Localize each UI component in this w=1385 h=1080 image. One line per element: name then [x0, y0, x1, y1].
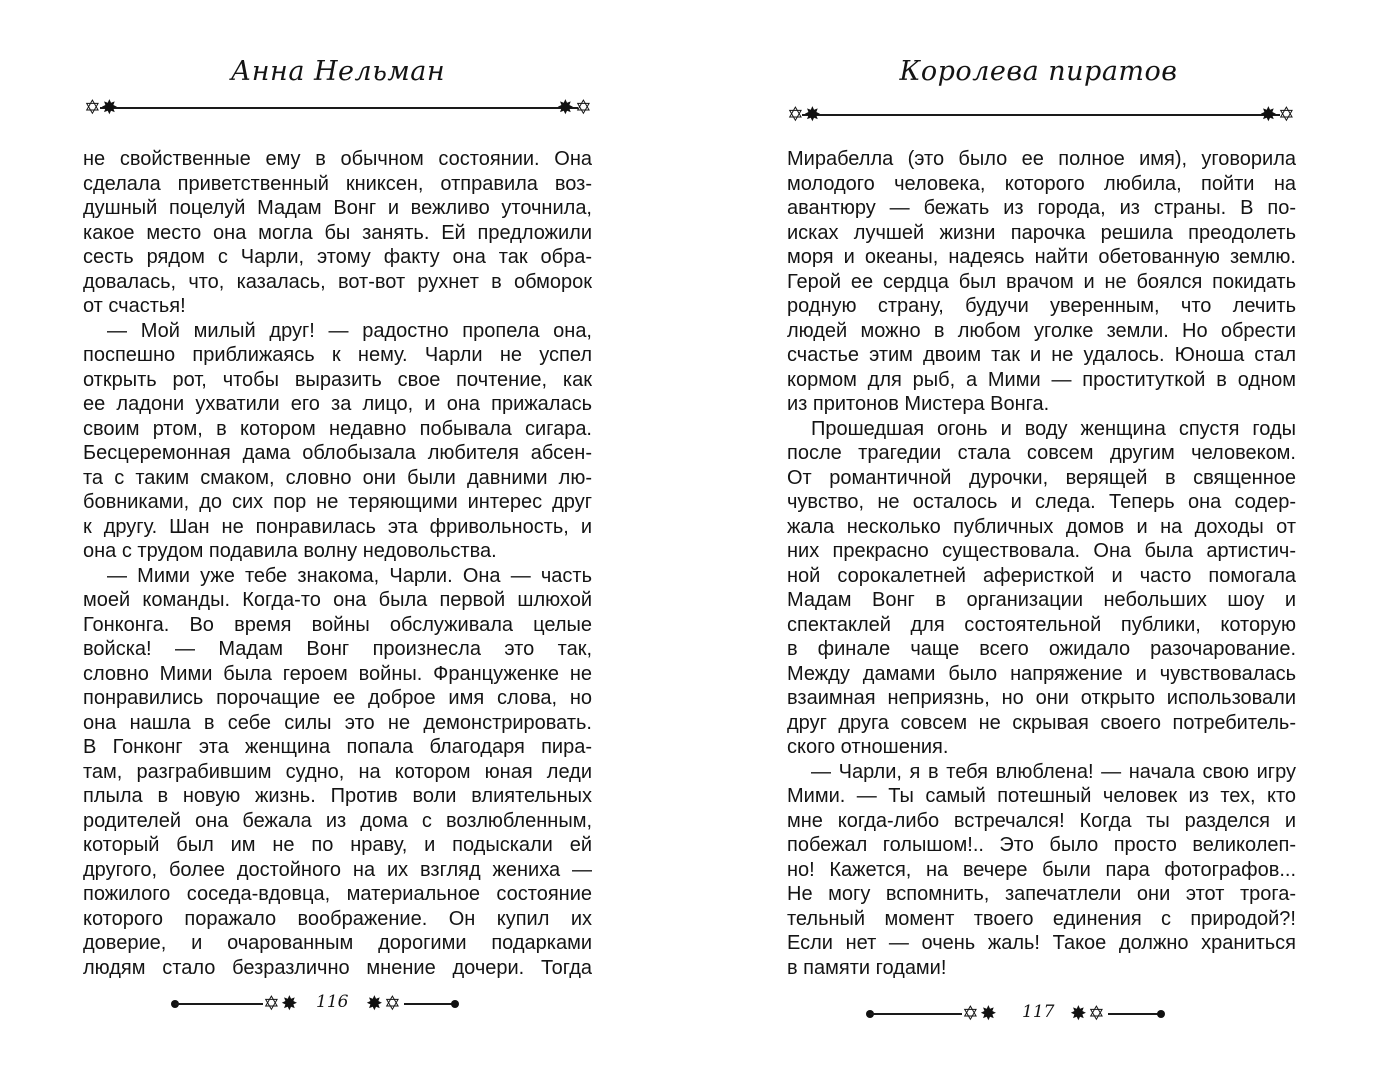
text-line: плыла в новую жизнь. Против воли влиятельных	[83, 785, 592, 807]
solid-star-icon: ✸	[101, 97, 118, 119]
text-line: — Мой милый друг! — радостно пропела она,	[107, 319, 592, 342]
text-line: авантюру — бежать из города, из страны. В по-	[787, 197, 1296, 219]
text-line: родную страну, будучи уверенным, что лечить	[787, 295, 1296, 317]
header-divider	[100, 107, 578, 109]
header-divider	[802, 114, 1280, 116]
text-line: В Гонконг эта женщина попала благодаря пира-	[83, 736, 592, 758]
text-line: моря и океаны, надеясь найти обетованную землю.	[787, 246, 1296, 268]
text-line: друг друга совсем не скрывая своего потребитель-	[787, 711, 1296, 734]
text-line: довалась, что, казалась, вот-вот рухнет в обморок	[83, 270, 592, 293]
text-line: моей команды. Когда-то она была первой шлюхой	[83, 589, 592, 611]
text-line: от счастья!	[83, 295, 186, 317]
text-line: Мирабелла (это было ее полное имя), уговорила	[787, 148, 1296, 170]
text-line: ной сорокалетней аферисткой и часто помогала	[787, 564, 1296, 587]
text-line: в памяти годами!	[787, 956, 947, 979]
text-line: людей можно в любом уголке земли. Но обрести	[787, 319, 1296, 342]
text-line: родителей она бежала из дома с возлюбленным,	[83, 809, 592, 832]
text-line: которого поражало воображение. Он купил их	[83, 907, 592, 930]
footer-dot	[1157, 1010, 1165, 1018]
text-line: открыть рот, чтобы выразить свое почтение, как	[83, 368, 592, 391]
text-line: тельный момент твоего единения с природой?!	[787, 907, 1296, 930]
text-line: Мими. — Ты самый потешный человек из тех, кто	[787, 785, 1296, 807]
footer-divider	[870, 1013, 962, 1015]
solid-star-icon: ✸	[1260, 104, 1277, 126]
text-line: войска! — Мадам Вонг произнесла это так,	[83, 638, 592, 660]
text-line: в финале чаще всего ожидало разочарование.	[787, 638, 1296, 660]
hollow-star-icon: ✡	[575, 97, 592, 119]
text-line: к другу. Шан не понравилась эта фривольность, и	[83, 515, 592, 538]
text-line: который был им не по нраву, и подыскали ей	[83, 834, 592, 856]
page-number: 117	[1022, 1002, 1055, 1022]
text-line: та с таким смаком, словно они были давними лю-	[83, 466, 592, 489]
text-line: мне когда-либо встречался! Когда ты разделся и	[787, 809, 1296, 832]
text-line: — Мими уже тебе знакома, Чарли. Она — часть	[107, 564, 592, 587]
solid-star-icon: ✸	[980, 1003, 997, 1025]
hollow-star-icon: ✡	[263, 993, 280, 1015]
text-line: своим ртом, в котором недавно побывала сигара.	[83, 417, 592, 440]
text-line: сесть рядом с Чарли, этому факту она так обра-	[83, 246, 592, 268]
text-line: побежал голышом!.. Это было просто великолеп-	[787, 834, 1296, 856]
running-head-author: Анна Нельман	[230, 56, 446, 87]
text-line: людям стало безразлично мнение дочери. Тогда	[83, 956, 592, 979]
text-line: пожилого соседа-вдовца, материальное состояние	[83, 883, 592, 905]
footer-dot	[451, 1000, 459, 1008]
solid-star-icon: ✸	[281, 993, 298, 1015]
text-line: ее ладони ухватили его за лицо, и она прижалась	[83, 393, 592, 415]
text-line: Если нет — очень жаль! Такое должно храниться	[787, 932, 1296, 954]
text-line: не свойственные ему в обычном состоянии. Она	[83, 148, 592, 170]
text-line: — Чарли, я в тебя влюблена! — начала свою игру	[811, 760, 1296, 783]
solid-star-icon: ✸	[804, 104, 821, 126]
text-line: жала несколько публичных домов и на доходы от	[787, 515, 1296, 538]
text-line: доверие, и очарованным дорогими подарками	[83, 932, 592, 954]
solid-star-icon: ✸	[557, 97, 574, 119]
hollow-star-icon: ✡	[84, 97, 101, 119]
text-line: молодого человека, которого любила, пойти на	[787, 172, 1296, 195]
text-line: кормом для рыб, а Мими — проституткой в одном	[787, 368, 1296, 391]
text-line: ского отношения.	[787, 736, 949, 758]
text-line: словно Мими была героем войны. Француженке не	[83, 662, 592, 685]
text-line: Между дамами было напряжение и чувствовалась	[787, 662, 1296, 685]
hollow-star-icon: ✡	[962, 1003, 979, 1025]
text-line: Не могу вспомнить, запечатлели они этот трога-	[787, 883, 1296, 905]
footer-divider	[404, 1003, 454, 1005]
text-line: Прошедшая огонь и воду женщина спустя годы	[811, 417, 1296, 440]
footer-divider	[175, 1003, 263, 1005]
text-line: душный поцелуй Мадам Вонг и вежливо уточнила,	[83, 197, 592, 219]
text-line: исках лучшей жизни парочка решила преодолеть	[787, 221, 1296, 244]
text-line: Гонконга. Во время войны обслуживала целые	[83, 613, 592, 636]
text-line: Бесцеремонная дама облобызала любителя абсен-	[83, 442, 592, 464]
text-line: сделала приветственный книксен, отправила воз-	[83, 172, 592, 195]
text-line: другого, более достойного на их взгляд жениха —	[83, 858, 592, 881]
text-line: счастье этим двоим так и не удалось. Юноша стал	[787, 344, 1296, 366]
text-line: понравились порочащие ее доброе имя слова, но	[83, 687, 592, 709]
running-head-title: Королева пиратов	[899, 56, 1178, 87]
text-line: Герой ее сердца был врачом и не боялся покидать	[787, 270, 1296, 293]
hollow-star-icon: ✡	[384, 993, 401, 1015]
text-line: из притонов Мистера Вонга.	[787, 393, 1050, 415]
text-line: спектаклей для состоятельной публики, которую	[787, 613, 1296, 636]
page-number: 116	[316, 992, 349, 1012]
text-line: после трагедии стала совсем другим человеком.	[787, 442, 1296, 464]
solid-star-icon: ✸	[1070, 1003, 1087, 1025]
text-line: Мадам Вонг в организации небольших шоу и	[787, 589, 1296, 611]
text-line: взаимная неприязнь, но они открыто использовали	[787, 687, 1296, 709]
hollow-star-icon: ✡	[1088, 1003, 1105, 1025]
page-text	[787, 147, 1296, 980]
text-line: она нашла в себе силы это не демонстрировать.	[83, 711, 592, 734]
text-line: чувство, не осталось и следа. Теперь она содер-	[787, 491, 1296, 513]
text-line: От романтичной дурочки, верящей в священное	[787, 466, 1296, 489]
text-line: там, разграбившим судно, на котором юная леди	[83, 760, 592, 783]
text-line: она с трудом подавила волну недовольства.	[83, 540, 497, 562]
hollow-star-icon: ✡	[1278, 104, 1295, 126]
text-line: поспешно приближаясь к нему. Чарли не успел	[83, 344, 592, 366]
text-line: какое место она могла бы занять. Ей предложили	[83, 221, 592, 244]
text-line: них прекрасно существовала. Она была артистич-	[787, 540, 1296, 562]
hollow-star-icon: ✡	[787, 104, 804, 126]
right-page	[692, 0, 1385, 1080]
solid-star-icon: ✸	[366, 993, 383, 1015]
text-line: бовниками, до сих пор не теряющими интерес друг	[83, 491, 592, 513]
text-line: но! Кажется, на вечере были пара фотографов...	[787, 858, 1296, 881]
footer-divider	[1108, 1013, 1160, 1015]
left-page	[0, 0, 692, 1080]
page-text	[83, 147, 592, 980]
